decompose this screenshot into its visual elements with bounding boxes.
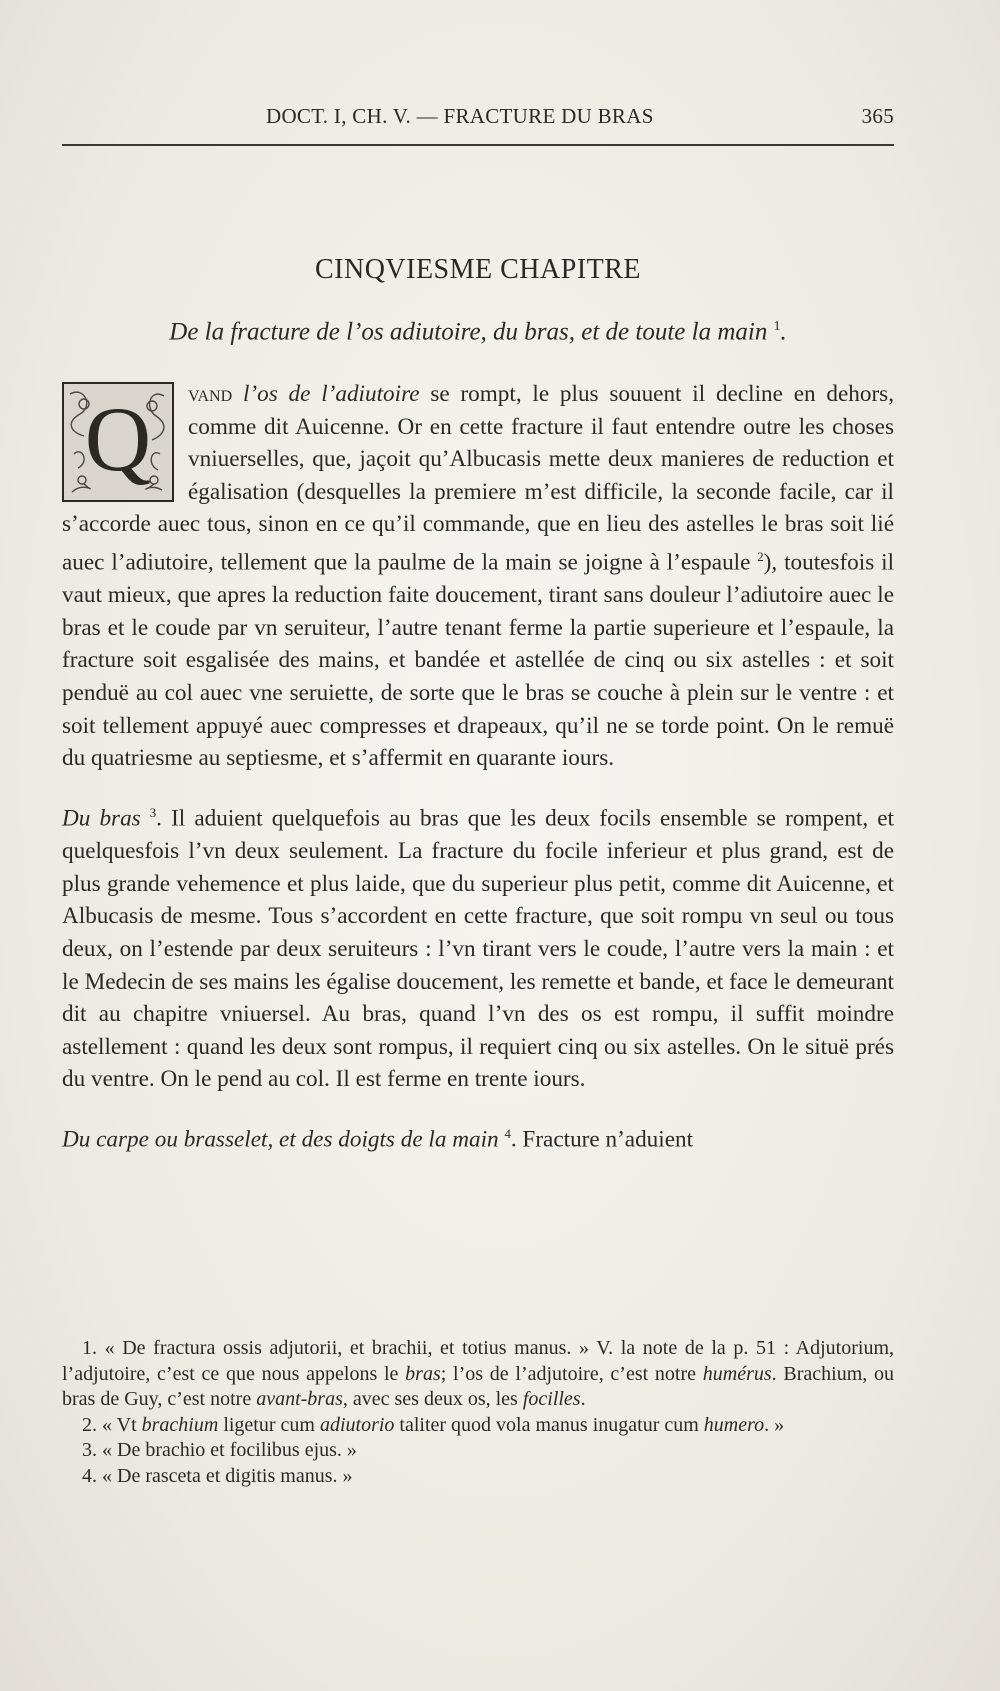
footnote-4-p0: « De rasceta et digitis manus. »	[102, 1464, 353, 1487]
running-head	[62, 100, 894, 130]
lead-smallcaps: vand	[188, 381, 233, 407]
footnote-ref-4: 4	[504, 1126, 511, 1141]
chapter-subtitle: De la fracture de l’os adiutoire, du bras, et de toute la main $^1$.	[169, 318, 787, 346]
chapter-subtitle-text: De la fracture de l’os adiutoire, du bras, et de toute la main	[169, 318, 768, 346]
paragraph-1-text: se rompt, le plus souuent il decline en dehors, comme dit Auicenne. Or en cette fracture il faut entendre outre les choses vniuerselles, que, jaçoit qu’Albucasis mette deux manieres de reduction et égalisation (desquelles la premiere m’est difficile, la seconde facile, car il s’accorde auec tous, sinon en ce qu’il commande, que en lieu des astelles le bras soit lié auec l’adiutoire, tellement que la paulme de la main se joigne à l’espaule	[62, 381, 894, 576]
footnote-number: 1.	[82, 1337, 97, 1359]
footnote-1	[62, 1336, 894, 1413]
ornamental-initial-icon	[64, 384, 172, 500]
para3-lead-italic: Du carpe ou brasselet, et des doigts de la main	[62, 1126, 499, 1153]
footnote-number: 2.	[82, 1413, 97, 1436]
footnote-2-p6: . »	[764, 1413, 785, 1436]
footnote-number: 4.	[82, 1464, 97, 1487]
footnote-1-p5: avant-bras	[256, 1388, 343, 1410]
para2-lead-italic: Du bras	[62, 805, 141, 832]
paragraph-3	[62, 1118, 894, 1156]
footnote-4	[62, 1464, 894, 1490]
lead-italic: l’os de l’adiutoire	[242, 381, 420, 407]
footnote-1-p3: humérus	[702, 1362, 772, 1385]
ornamental-initial	[62, 382, 174, 502]
footnote-ref-1: 1	[773, 318, 781, 333]
footnote-1-p6: , avec ses deux os, les	[342, 1388, 523, 1410]
footnote-3-p0: « De brachio et focilibus ejus. »	[102, 1439, 357, 1461]
footnote-2-p2: ligetur cum	[218, 1413, 320, 1436]
footnote-ref-2: 2	[757, 549, 764, 564]
footnote-2	[62, 1413, 894, 1439]
paragraph-1	[62, 378, 894, 775]
footnote-ref-3: 3	[149, 805, 157, 820]
chapter-title: CINQVIESME CHAPITRE	[314, 254, 642, 285]
page-number: 365	[861, 104, 894, 128]
paragraph-3-text: . Fracture n’aduient	[510, 1126, 694, 1153]
header-rule	[62, 144, 894, 146]
paragraph-1-text-2: ), toutesfois il vaut mieux, que apres la reduction faite doucement, tirant sans douleur l’adiutoire auec le bras et le coude par vn seruiteur, l’autre tenant ferme la partie superieure et l’espaule, la fracture soit esgalisée des mains, et bandée et astellée de cinq ou six astelles : et soit penduë au col auec vne seruiette, de sorte que le bras se couche à plein sur le ventre : et soit tellement appuyé auec compresses et drapeaux, qu’il ne se torde point. On le remuë du quatriesme au septiesme, et s’affermit en quarante iours.	[62, 549, 895, 772]
dropcap-letter: Q	[84, 388, 152, 490]
paragraph-2	[62, 797, 894, 1096]
footnote-1-p0: « De fractura ossis adjutorii, et brachii, et totius manus. » V. la note de la p. 51 : Adjutorium, l’adjutoire, c’est ce que nous appelons le	[62, 1337, 895, 1385]
footnote-2-p1: brachium	[141, 1413, 219, 1436]
paragraph-2-text: . Il aduient quelquefois au bras que les deux focils ensemble se rompent, et quelquesfois l’vn deux seulement. La fracture du focile inferieur et plus grand, est de plus grande vehemence et plus laide, que du superieur plus petit, comme dit Auicenne, et Albucasis de mesme. Tous s’accordent en cette fracture, que soit rompu vn seul ou tous deux, on l’estende par deux seruiteurs : l’vn tirant vers le coude, l’autre vers la main : et le Medecin de ses mains les égalise doucement, les remette et bande, et face le demeurant dit au chapitre vniuersel. Au bras, quand l’vn des os est rompu, il suffit moindre astellement : quand les deux sont rompus, il requiert cinq ou six astelles. On le situë prés du ventre. On le pend au col. Il est ferme en trente iours.	[62, 805, 894, 1093]
footnote-number: 3.	[82, 1439, 97, 1461]
footnote-3	[62, 1438, 894, 1464]
footnote-2-p0: « Vt	[102, 1413, 142, 1436]
footnote-2-p5: humero	[703, 1413, 765, 1436]
running-head-title: DOCT. I, CH. V. — FRACTURE DU BRAS	[266, 104, 654, 128]
body-text	[62, 378, 894, 1156]
footnote-1-p4: . Brachium, ou bras de Guy, c’est notre	[62, 1362, 894, 1410]
footnote-1-p2: ; l’os de l’adjutoire, c’est notre	[440, 1362, 703, 1385]
footnote-2-p3: adiutorio	[319, 1413, 395, 1436]
footnotes	[62, 1336, 894, 1489]
footnote-2-p4: taliter quod vola manus inugatur cum	[394, 1413, 704, 1436]
footnote-1-p7: focilles	[522, 1388, 581, 1410]
footnote-1-p1: bras	[405, 1362, 441, 1385]
footnote-1-p8: .	[580, 1388, 586, 1410]
